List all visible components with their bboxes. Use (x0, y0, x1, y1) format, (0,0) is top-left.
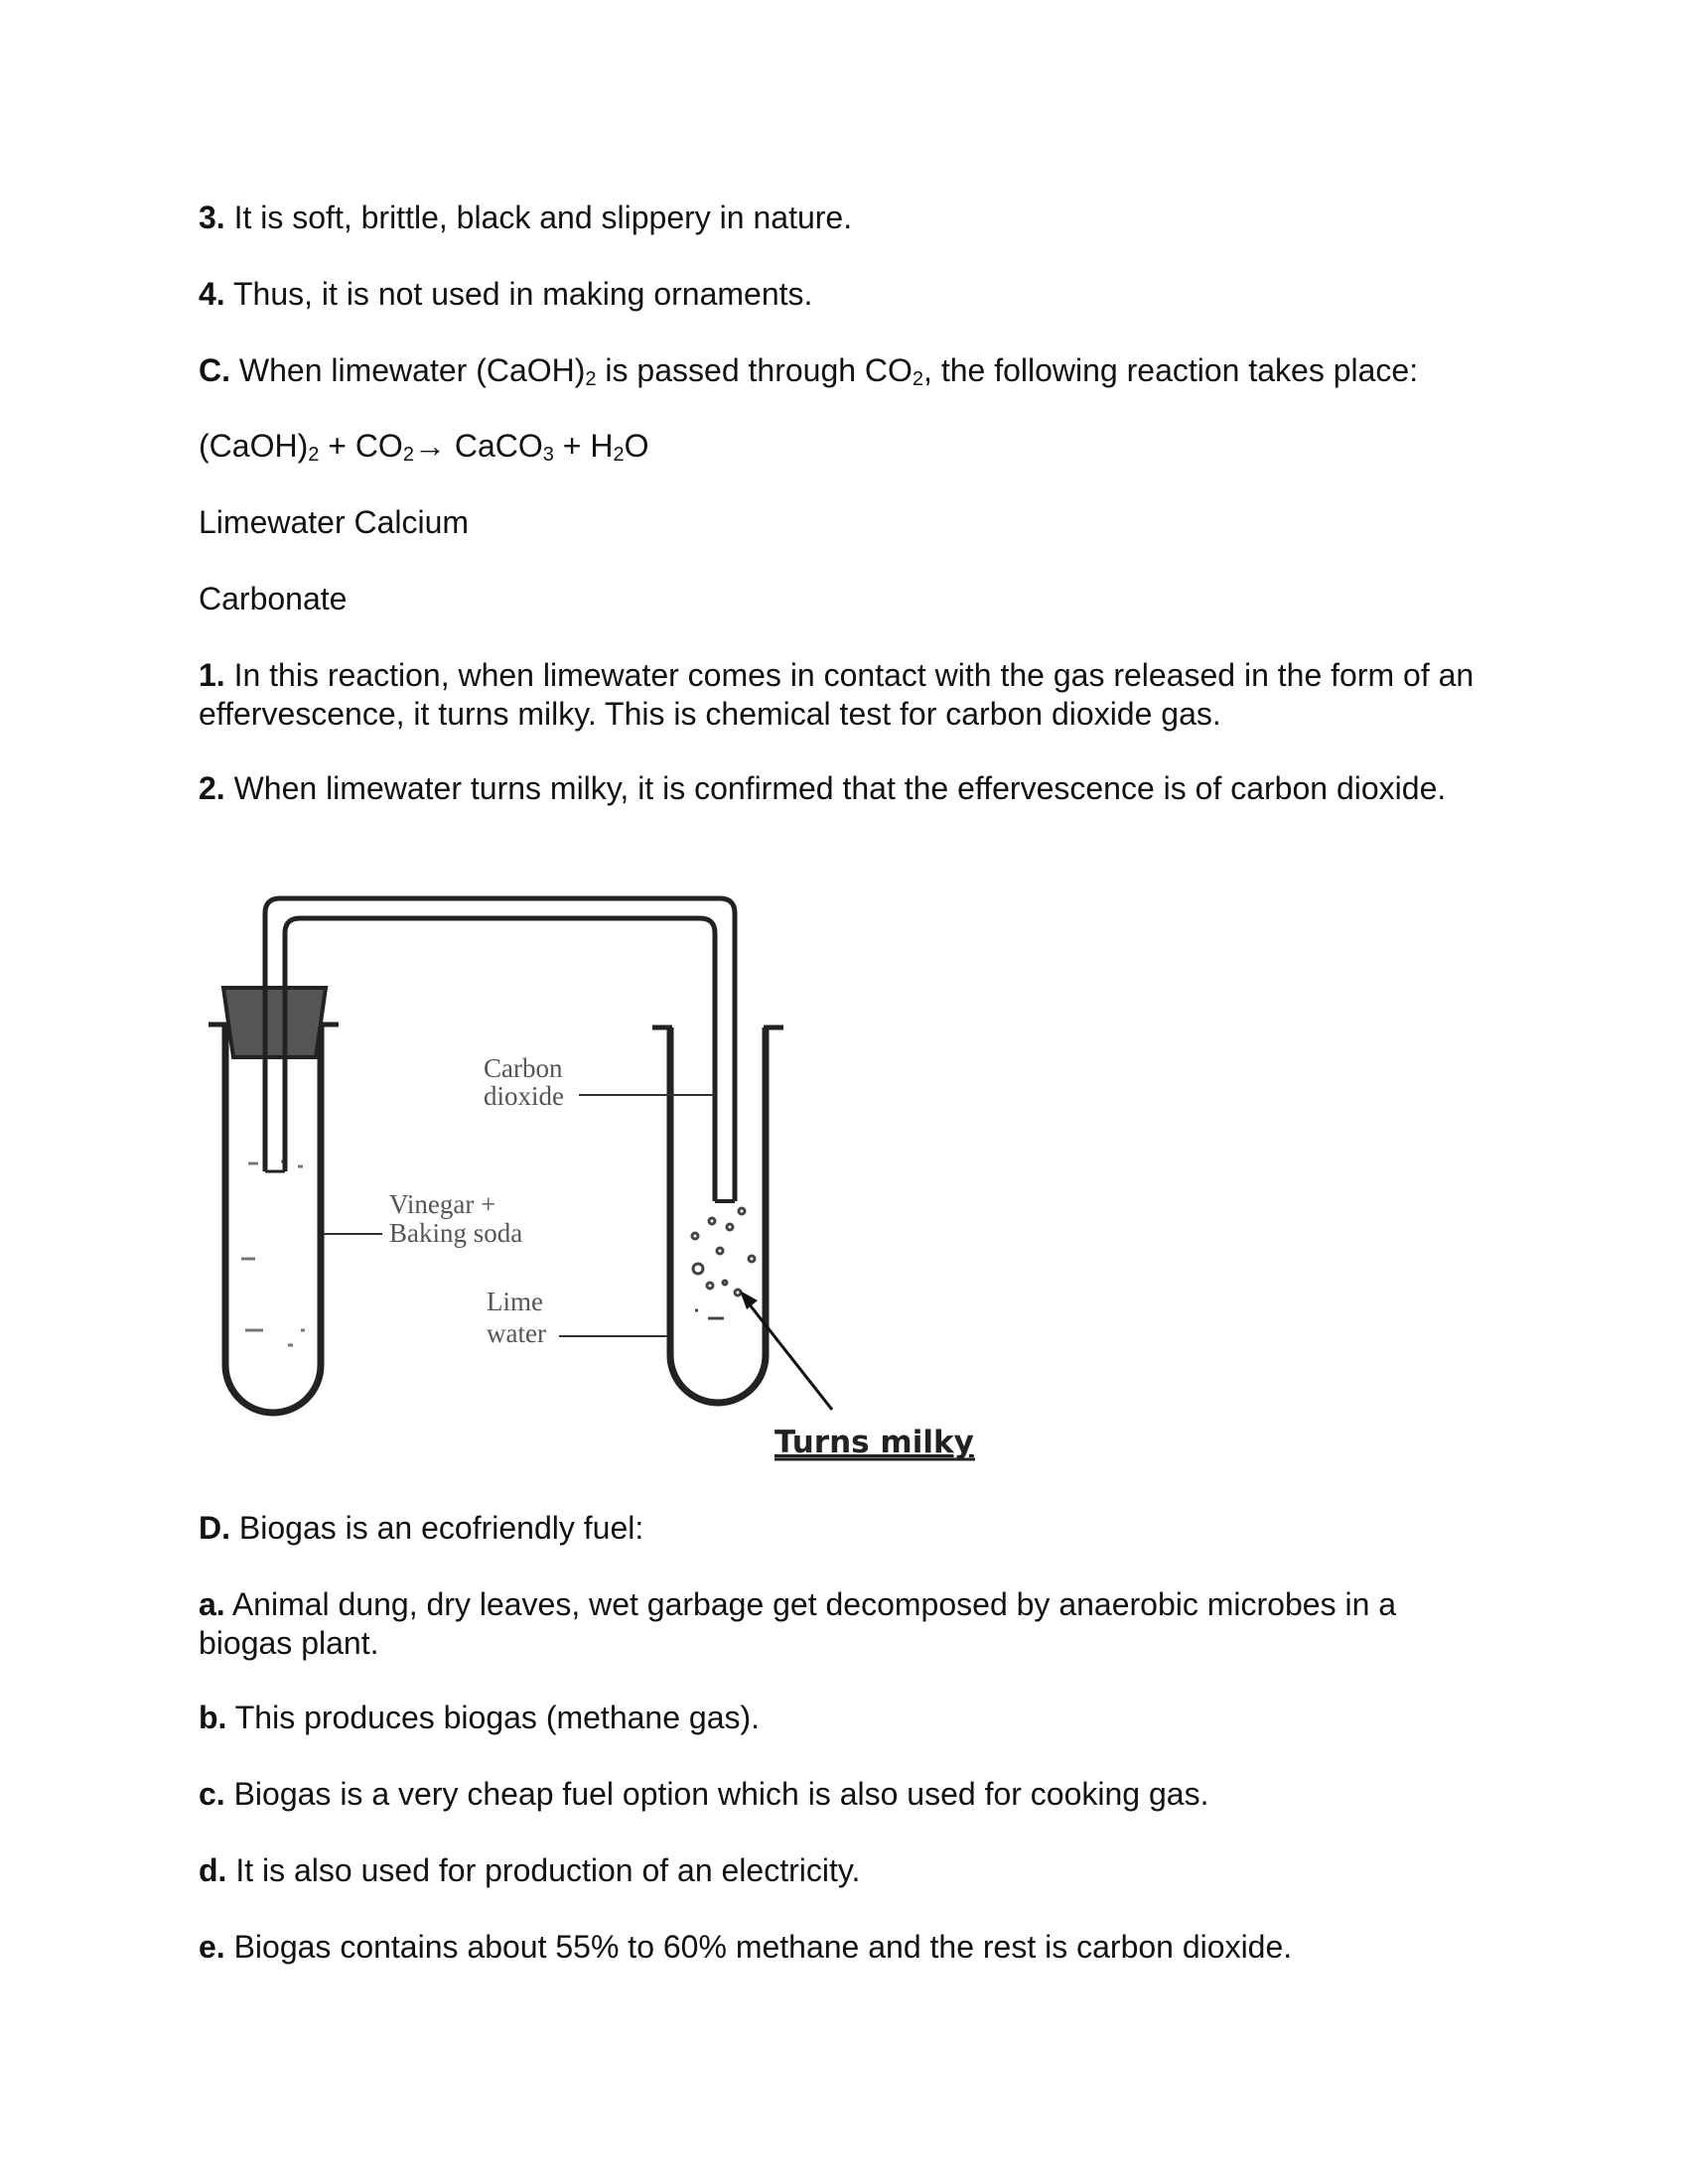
limewater-test-diagram (194, 893, 1008, 1489)
item-d-lower-text: It is also used for production of an electricity. (226, 1852, 861, 1888)
item-d-lower-marker: d. (199, 1852, 227, 1888)
item-3 (199, 199, 1489, 237)
item-a-text: Animal dung, dry leaves, wet garbage get decomposed by anaerobic microbes in a biogas plant. (199, 1586, 1397, 1661)
label-water: water (487, 1318, 546, 1348)
equation-part-3: → CaCO (413, 428, 543, 464)
item-4 (199, 275, 1489, 314)
item-c-sub-1: 2 (585, 368, 597, 390)
equation-part-5: O (624, 428, 649, 464)
label-baking-soda: Baking soda (389, 1218, 523, 1248)
item-c-lower (199, 1775, 1489, 1814)
item-a-marker: a. (199, 1586, 225, 1622)
turns-milky-arrow-line (745, 1298, 832, 1410)
item-e-marker: e. (199, 1929, 225, 1965)
right-test-tube (670, 1027, 766, 1403)
item-d-text: Biogas is an ecofriendly fuel: (230, 1510, 644, 1546)
item-3-marker: 3. (199, 200, 225, 235)
compound-names-line-2: Carbonate (199, 581, 348, 616)
label-vinegar: Vinegar + (389, 1189, 496, 1219)
label-lime: Lime (487, 1287, 543, 1316)
item-b-marker: b. (199, 1700, 227, 1735)
item-c-lower-text: Biogas is a very cheap fuel option which is also used for cooking gas. (224, 1776, 1209, 1812)
item-c-text-3: , the following reaction takes place: (923, 352, 1419, 388)
item-c-lower-marker: c. (199, 1776, 225, 1812)
equation-part-4: + H (553, 428, 614, 464)
item-b (199, 1699, 1489, 1737)
item-2-marker: 2. (199, 770, 225, 806)
left-test-tube (225, 1024, 321, 1413)
reaction-equation (199, 427, 1489, 466)
label-turns-milky: Turns milky (774, 1425, 974, 1460)
rubber-stopper (223, 988, 326, 1057)
label-carbon: Carbon (484, 1053, 563, 1083)
item-e-text: Biogas contains about 55% to 60% methane and the rest is carbon dioxide. (224, 1929, 1293, 1965)
item-1-text: In this reaction, when limewater comes in contact with the gas released in the form of an effervescence, it turns milky. This is chemical test for carbon dioxide gas. (199, 657, 1475, 732)
item-d-lower (199, 1851, 1489, 1890)
item-1 (199, 656, 1489, 734)
item-3-text: It is soft, brittle, black and slippery in nature. (224, 200, 853, 235)
item-d (199, 1509, 1489, 1548)
item-c-sub-2: 2 (912, 368, 924, 390)
vinegar-baking-soda-liquid (241, 1161, 305, 1345)
item-c-text-1: When limewater (CaOH) (230, 352, 586, 388)
item-b-text: This produces biogas (methane gas). (226, 1700, 761, 1735)
item-c-text-2: is passed through CO (596, 352, 913, 388)
equation-part-1: (CaOH) (199, 428, 309, 464)
equation-sub-4: 2 (613, 444, 625, 466)
equation-sub-2: 2 (402, 444, 414, 466)
item-a (199, 1585, 1489, 1663)
delivery-tube-outer (265, 898, 735, 1201)
label-dioxide: dioxide (484, 1081, 564, 1111)
item-c-marker: C. (199, 352, 230, 388)
item-4-text: Thus, it is not used in making ornaments. (224, 276, 813, 312)
item-4-marker: 4. (199, 276, 225, 312)
item-e (199, 1928, 1489, 1967)
item-2-text: When limewater turns milky, it is confirmed that the effervescence is of carbon dioxide. (224, 770, 1447, 806)
item-d-marker: D. (199, 1510, 230, 1546)
turns-milky-arrow-head (740, 1291, 758, 1309)
equation-sub-1: 2 (308, 444, 320, 466)
compound-names-line-1: Limewater Calcium (199, 504, 470, 540)
equation-part-2: + CO (319, 428, 403, 464)
item-c (199, 351, 1489, 390)
item-2 (199, 769, 1489, 808)
item-1-marker: 1. (199, 657, 225, 693)
limewater-test-svg (194, 893, 1008, 1489)
equation-sub-3: 3 (542, 444, 554, 466)
